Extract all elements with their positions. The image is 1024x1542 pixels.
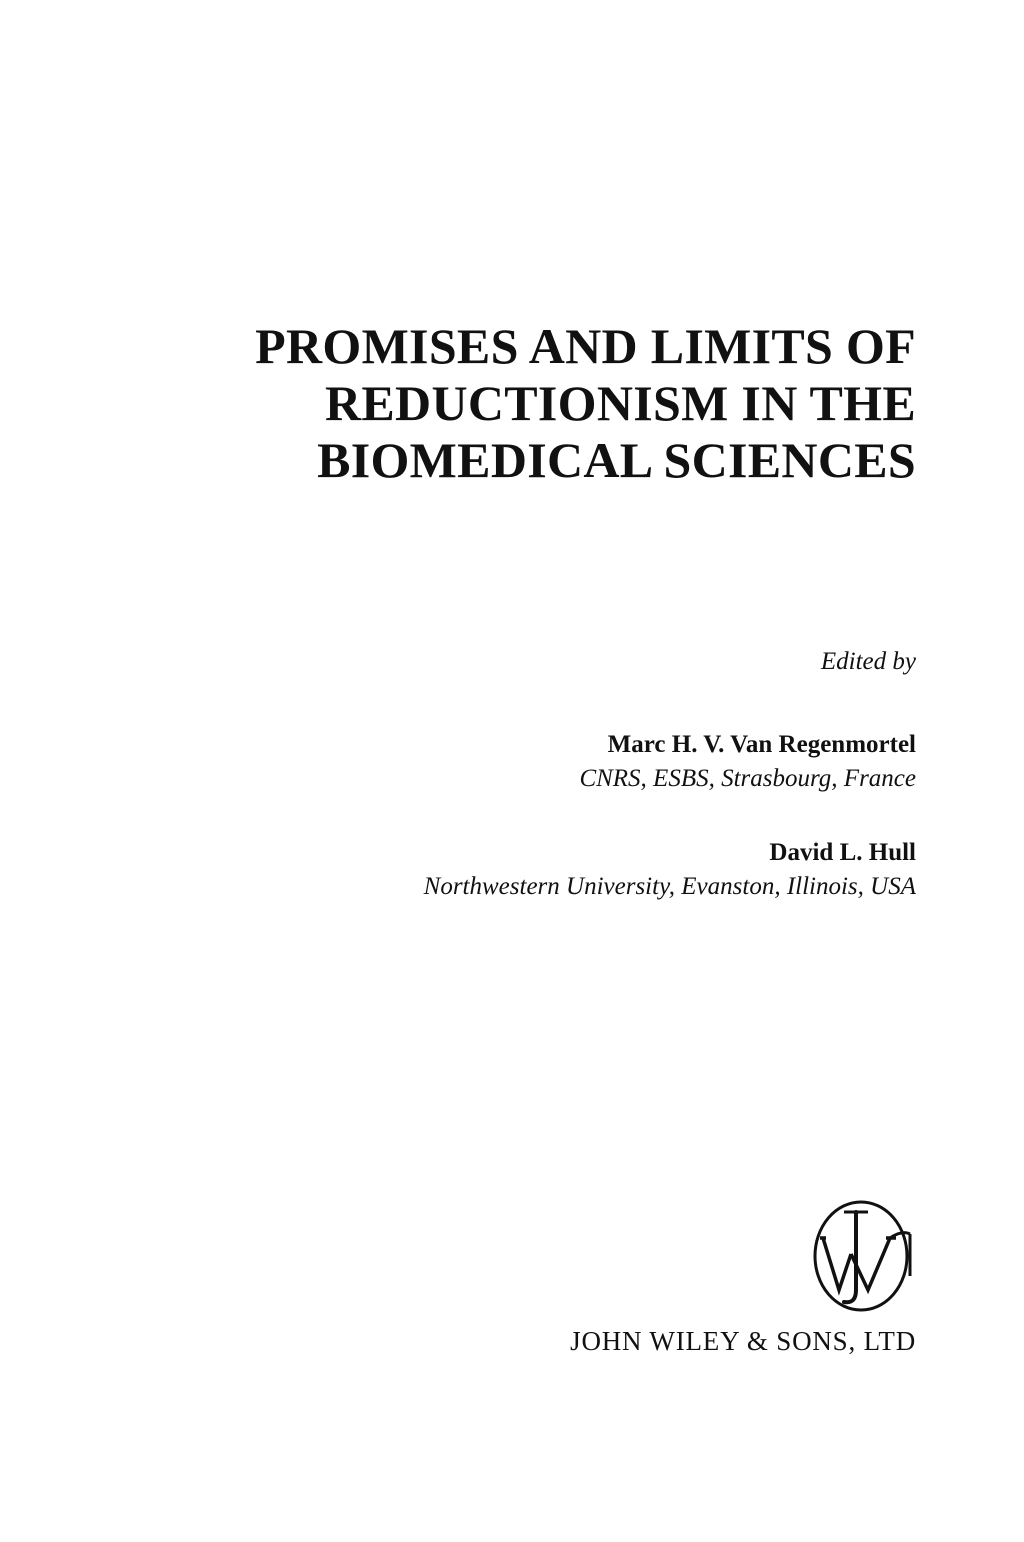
editor-1 [579, 728, 916, 796]
editor-2 [424, 836, 916, 904]
editor-1-name: Marc H. V. Van Regenmortel [607, 731, 916, 758]
book-title-line-2: REDUCTIONISM IN THE [324, 375, 916, 431]
edited-by-label: Edited by [820, 648, 916, 675]
editor-1-affiliation: CNRS, ESBS, Strasbourg, France [579, 765, 916, 792]
editor-2-affiliation: Northwestern University, Evanston, Illinois, USA [423, 873, 916, 900]
book-title-line-3: BIOMEDICAL SCIENCES [317, 432, 916, 488]
book-title [116, 318, 916, 489]
wiley-jw-logo-icon [806, 1198, 918, 1316]
book-title-line-1: PROMISES AND LIMITS OF [255, 318, 916, 374]
editor-2-name: David L. Hull [769, 839, 916, 866]
publisher-name: JOHN WILEY & SONS, LTD [570, 1326, 916, 1356]
